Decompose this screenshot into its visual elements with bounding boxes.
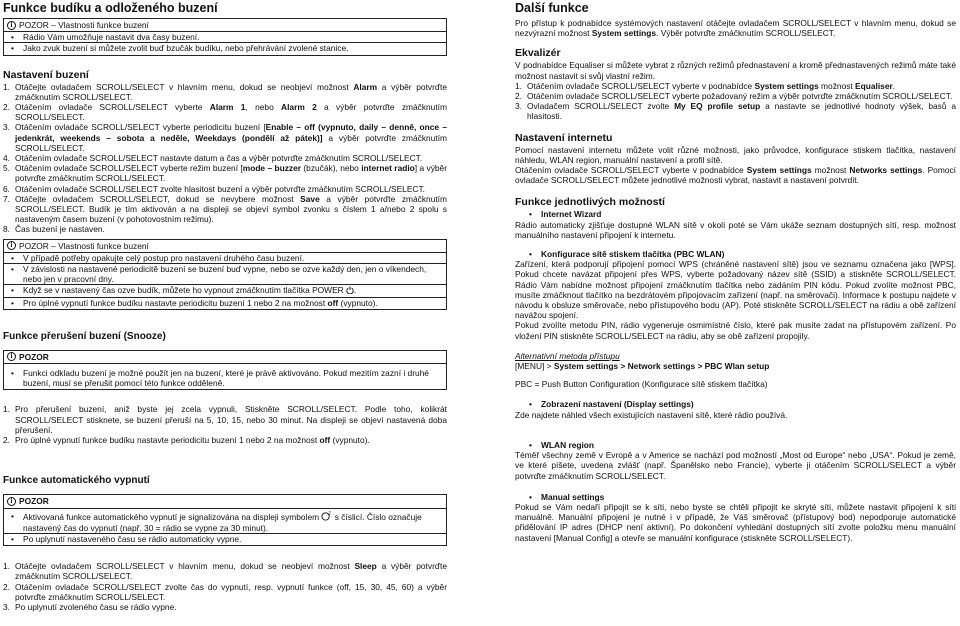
svg-text:Z: Z [328,510,332,516]
note-item: • V závislosti na nastavené periodicitě buzení se buzení buď vypne, nebo se ozve každý den, jen o víkendech, nebo jen v pracovní dny. [4,264,446,285]
equalizer-steps-list [515,81,956,122]
note-item: • Funkci odkladu buzení je možné použít jen na buzení, které je právě aktivováno. Pokud mezitím zazní i druhé buzení, musí se přerušit pomocí této funkce odděleně. [4,368,446,388]
note-header-text: POZOR – Vlastnosti funkce buzení [19,240,149,251]
step-item: 1. Otáčením ovladače SCROLL/SELECT vyberte v podnabídce System settings možnost Equaliser. [515,80,896,91]
section-title-alarm: Funkce budíku a odloženého buzení [3,1,218,15]
right-column [515,0,956,543]
step-item: 3. Otáčením ovladače SCROLL/SELECT vyberte periodicitu buzení [Enable – off (vypnuto, daily – denně, once – jedenkrát, weekends – sobota a neděle, Weekdays (pondělí až pátek)] a výběr potvrďte zmáčknutím SCROLL/SELECT. [3,122,447,153]
step-item: 1. Pro přerušení buzení, aniž byste jej zcela vypnuli, Stiskněte SCROLL/SELECT. Podle toho, kolikrát SCROLL/SELECT stisknete, se buzení přeruší na 5, 10, 15, nebo 30 minut. Na displeji se objeví nastavená doba přerušení. [3,404,447,435]
note-item: • Rádio Vám umožňuje nastavit dva časy buzení. [4,32,446,43]
note-header-text: POZOR – Vlastnosti funkce buzení [19,20,149,30]
alt-method-path: [MENU] > System settings > Network settings > PBC Wlan setup [515,361,770,372]
step-item: 8. Čas buzení je nastaven. [3,224,105,235]
sleep-icon [321,511,332,523]
note-box-header [4,495,446,508]
internet-paragraph-2: Otáčením ovladače SCROLL/SELECT vyberte v podnabídce System settings možnost Networks settings. Pomocí ovladače SCROLL/SELECT můžete jednotlivé možnosti vybrat, nastavit a nastavení potvrdit. [515,165,956,186]
wizard-title: • Internet Wizard [515,209,956,219]
display-settings-title: • Zobrazení nastavení (Display settings) [515,399,956,409]
display-settings-text: Zde najdete náhled všech existujících nastavení sítě, které rádio používá. [515,409,788,420]
wps-paragraph-2: Pokud zvolíte metodu PIN, rádio vygeneruje osmimístné číslo, které pak musíte zadat na přístupovém zařízení. Po vložení PIN stiskněte SCROLL/SELECT na rádiu, aby se obě zařízení propojily. [515,320,956,341]
step-item: 2. Otáčením ovladače SCROLL/SELECT vyberte Alarm 1, nebo Alarm 2 a výběr potvrďte zmáčknutím SCROLL/SELECT. [3,102,447,123]
manual-settings-text: Pokud se Vám nedaří připojit se k síti, nebo byste se chtěli připojit ke skryté síti, můžete nastavit připojení k síti manuálně. Manuální připojení je nutné i v případě, že Váš směrovač (přístupový bod) nepodporuje automatické přidělování IP adres (DHCP není aktivní). Po dokončení vyhledání dostupných sítí zvolte položku menu manuální nastavení [Manual Config] a otevře se manuální konfigurace (stiskněte SCROLL/SELECT). [515,501,956,543]
note-header-text: POZOR [19,351,49,362]
subheading-sleep: Funkce automatického vypnutí [3,475,150,487]
note-item: • Aktivovaná funkce automatického vypnutí je signalizována na displeji symbolem Z s číslicí. Číslo označuje nastavený čas do vypnutí (např. 30 = rádio se vypne za 30 minut). [4,511,446,534]
wlan-region-title: • WLAN region [515,440,956,450]
note-box-snooze [3,350,447,391]
note-box-header [4,351,446,364]
step-item: 5. Otáčením ovladače SCROLL/SELECT vyberte režim buzení [mode – buzzer (bzučák), nebo internet radio] a výběr potvrďte zmáčknutím SCROLL/SELECT. [3,163,447,184]
note-box-alarm [3,18,447,56]
info-icon: i [7,497,16,506]
power-icon [346,286,354,296]
manual-settings-title: • Manual settings [515,492,956,502]
note-item: • Pro úplné vypnutí funkce budíku nastavte periodicitu buzení 1 nebo 2 na možnost off (vypnuto). [4,298,446,308]
alt-method-link[interactable]: Alternativní metoda přístupu [515,350,620,361]
subheading-functions: Funkce jednotlivých možností [515,196,665,209]
note-item: • V případě potřeby opakujte celý postup pro nastavení druhého času buzení. [4,253,446,264]
wizard-text: Rádio automaticky zjišťuje dostupné WLAN sítě v okolí poté se Vám ukáže seznam dostupných sítí, resp. možnost manuálního nastavení připojení k internetu. [515,219,956,240]
step-item: 3. Po uplynutí zvoleného času se rádio vypne. [3,601,177,612]
wps-paragraph-1: Zařízení, která podporují připojení pomocí WPS (chráněné nastavení sítě) jsou ve seznamu označena jako [WPS]. Pokud chcete navázat připojení přes WPS, vyberte požadovaný název sítě (SSID) a stiskněte SCROLL/SELECT. Rádio Vám nabídne možnost připojení zmáčknutím tlačítka nebo zadáním PIN kódu. Pokud zvolíte možnost PBC, musíte zmáčknout tlačítko na bezdrátovém připojovacím zařízení (např. na směrovači). Informace k postupu najdete v návodu k obsluze směrovače, nebo přístupového bodu (AP). Poté stiskněte SCROLL/SELECT na rádiu a obě zařízení navážou spojení. [515,259,956,321]
step-item: 2. Otáčením ovladače SCROLL/SELECT vyberte požadovaný režim a výběr potvrďte zmáčknutím SCROLL/SELECT. [515,91,953,102]
subheading-alarm-setup: Nastavení buzení [3,68,89,81]
alarm-steps-list [3,82,447,235]
subheading-equalizer: Ekvalizér [515,47,561,60]
step-item: 1. Otáčejte ovladačem SCROLL/SELECT v hlavním menu, dokud se neobjeví možnost Alarm a výběr potvrďte zmáčknutím SCROLL/SELECT. [3,81,448,102]
info-icon: i [7,241,16,250]
note-box-header [4,240,446,253]
step-item: 1. Otáčejte ovladačem SCROLL/SELECT v hlavním menu, dokud se neobjeví možnost Sleep a výběr potvrďte zmáčknutím SCROLL/SELECT. [3,561,447,582]
step-item: 4. Otáčením ovladače SCROLL/SELECT nastavte datum a čas a výběr potvrďte zmáčknutím SCROLL/SELECT. [3,153,423,164]
internet-paragraph-1: Pomocí nastavení internetu můžete volit různé možnosti, jako průvodce, konfigurace stiskem tlačítka, nastavení náhledu, WLAN region, manuální nastavení a profil sítě. [515,144,956,165]
step-item: 6. Otáčením ovladače SCROLL/SELECT zvolte hlasitost buzení a výběr potvrďte zmáčknutím SCROLL/SELECT. [3,183,425,194]
note-item: • Po uplynutí nastaveného času se rádio automaticky vypne. [4,534,446,544]
section-title-other: Další funkce [515,1,589,15]
wlan-region-text: Téměř všechny země v Evropě a v Americe se nachází pod možností „Most od Europe“ nebo „USA“. Pokud je země, ve které píšete, uvedena zvlášť (např. Španělsko nebo Francie), vyberte ji otáčením SCROLL/SELECT a výběr potvrďte zmáčknutím SCROLL/SELECT. [515,450,956,481]
step-item: 3. Ovladačem SCROLL/SELECT zvolte My EQ profile setup a nastavte se jednotlivé hodnoty výšek, basů a hlasitosti. [515,101,956,122]
note-item: • Jako zvuk buzení si můžete zvolit buď bzučák budíku, nebo přehrávání zvolené stanice. [4,43,446,53]
note-box-header [4,19,446,32]
left-column [3,0,447,612]
equalizer-intro: V podnabídce Equaliser si můžete vybrat z různých režimů přednastavení a kromě přednastavených režimů máte také možnost nastavit si svůj vlastní režim. [515,60,956,81]
note-item: • Když se v nastavený čas ozve budík, můžete ho vypnout zmáčknutím tlačítka POWER . [4,285,446,297]
step-item: 7. Otáčejte ovladačem SCROLL/SELECT, dokud se nevybere možnost Save a výběr potvrďte zmáčknutím SCROLL/SELECT. Budík je tím aktivován a na displeji se objeví symbol zvonku s číslem 1 a/nebo 2 spolu s nastaveným časem buzení (v pohotovostním režimu). [3,193,447,225]
note-box-alarm-2 [3,239,447,310]
info-icon: i [7,352,16,361]
subheading-snooze: Funkce přerušení buzení (Snooze) [3,330,166,342]
pbc-note: PBC = Push Button Configuration (Konfigurace sítě stiskem tlačítka) [515,379,768,390]
intro-paragraph: Pro přístup k podnabídce systémových nastavení otáčejte ovladačem SCROLL/SELECT v hlavním menu, dokud se nezvýrazní možnost System settings. Výběr potvrďte zmáčknutím SCROLL/SELECT. [515,18,956,39]
info-icon: i [7,21,16,30]
subheading-internet: Nastavení internetu [515,131,613,144]
snooze-steps-list [3,404,447,445]
step-item: 2. Otáčením ovladače SCROLL/SELECT zvolte čas do vypnutí, resp. vypnutí funkce (off, 15, 30, 45, 60) a výběr potvrďte zmáčknutím SCROLL/SELECT. [3,581,447,602]
note-header-text: POZOR [19,496,49,507]
step-item: 2. Pro úplné vypnutí funkce budíku nastavte periodicitu buzení 1 nebo 2 na možnost off (vypnuto). [3,435,370,446]
sleep-steps-list [3,561,447,612]
wps-title: • Konfigurace sítě stiskem tlačítka (PBC WLAN) [515,249,956,259]
note-box-sleep [3,494,447,546]
